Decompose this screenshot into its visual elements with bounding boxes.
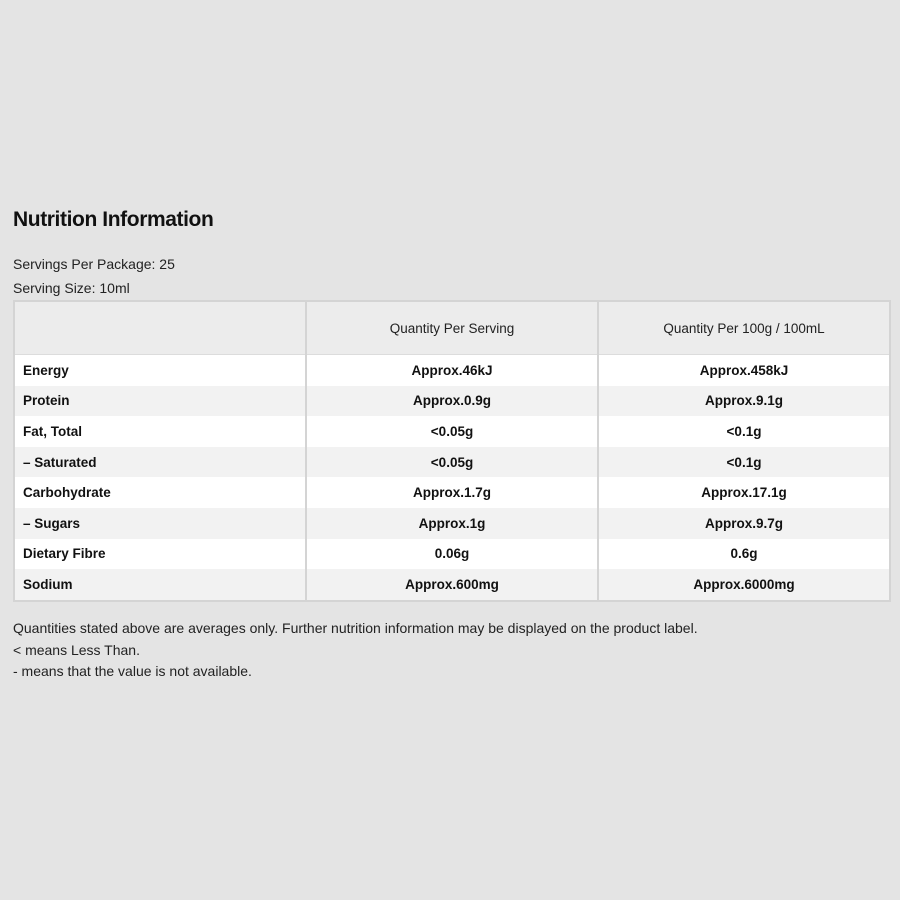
footnote-less-than: < means Less Than. [13,641,140,658]
nutrient-label: Energy [14,355,306,386]
per-serving-value: Approx.1g [306,508,598,539]
per-100-value: Approx.458kJ [598,355,890,386]
per-serving-value: Approx.1.7g [306,477,598,508]
table-row [14,569,890,601]
nutrient-label: – Saturated [14,447,306,478]
table-row [14,539,890,570]
per-100-value: Approx.6000mg [598,569,890,601]
per-serving-value: <0.05g [306,416,598,447]
nutrient-label: Dietary Fibre [14,539,306,570]
servings-per-package: Servings Per Package: 25 [13,256,175,272]
per-100-value: 0.6g [598,539,890,570]
nutrient-label: Fat, Total [14,416,306,447]
page-title: Nutrition Information [13,208,214,231]
footnotes [13,618,698,683]
nutrient-label: Protein [14,386,306,417]
serving-size: Serving Size: 10ml [13,280,130,296]
nutrient-label: Carbohydrate [14,477,306,508]
table-row [14,416,890,447]
per-serving-value: Approx.0.9g [306,386,598,417]
nutrient-label: – Sugars [14,508,306,539]
table-row [14,508,890,539]
per-serving-value: Approx.600mg [306,569,598,601]
header-per-serving: Quantity Per Serving [306,301,598,355]
per-100-value: <0.1g [598,416,890,447]
table-row [14,386,890,417]
per-100-value: <0.1g [598,447,890,478]
nutrient-label: Sodium [14,569,306,601]
footnote-not-available: - means that the value is not available. [13,663,252,679]
footnote-averages: Quantities stated above are averages only. Further nutrition information may be displayed on the product label. [13,620,698,636]
per-100-value: Approx.17.1g [598,477,890,508]
per-100-value: Approx.9.7g [598,508,890,539]
table-header-row [14,301,890,355]
per-serving-value: Approx.46kJ [306,355,598,386]
per-serving-value: <0.05g [306,447,598,478]
table-row [14,447,890,478]
header-per-100: Quantity Per 100g / 100mL [598,301,890,355]
nutrition-table [13,300,891,602]
table-row [14,477,890,508]
table-row [14,355,890,386]
per-100-value: Approx.9.1g [598,386,890,417]
per-serving-value: 0.06g [306,539,598,570]
header-nutrient [14,301,306,355]
